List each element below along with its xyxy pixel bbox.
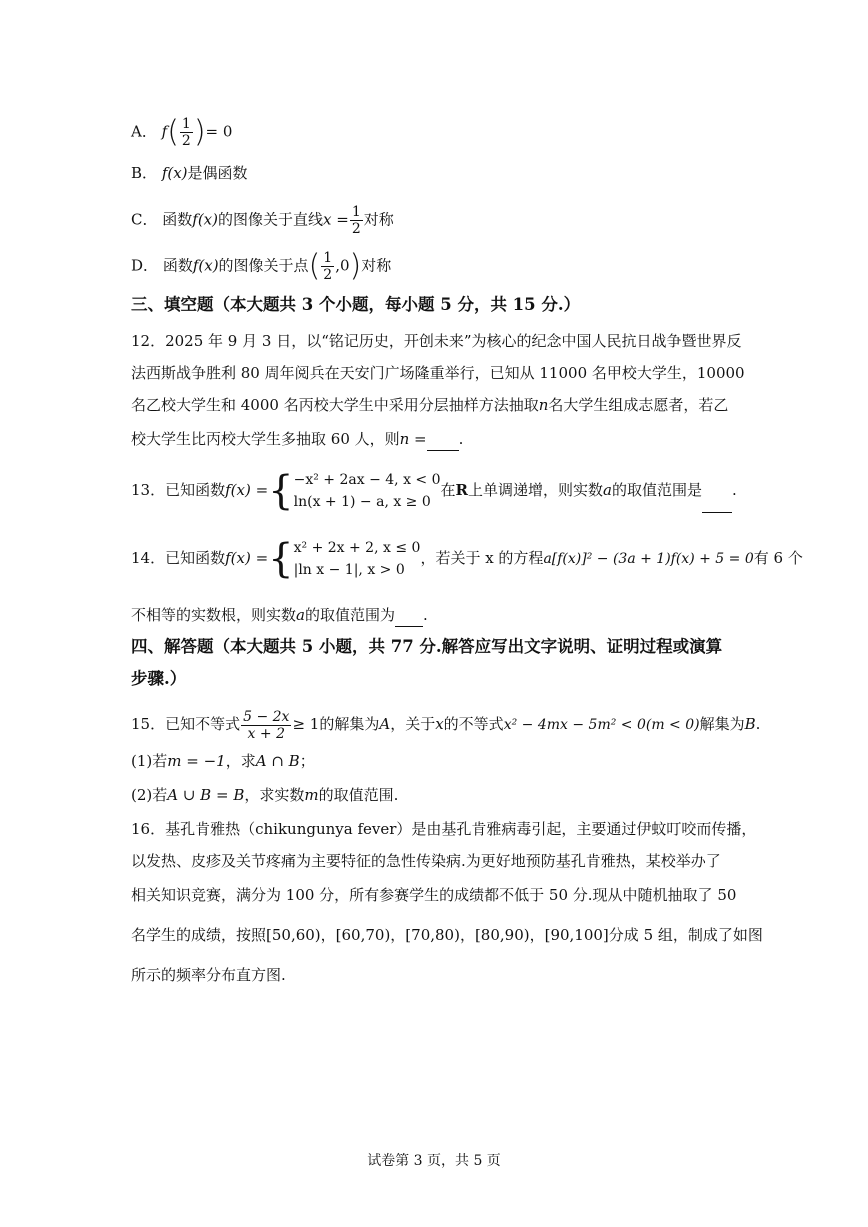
q13-brace: { bbox=[268, 468, 294, 514]
q15-end: . bbox=[755, 715, 761, 733]
q13-tail-2: 上单调递增，则实数 bbox=[467, 481, 603, 499]
q12-end: . bbox=[458, 430, 464, 448]
q14-piecewise bbox=[294, 537, 421, 581]
q15-p2-var: m bbox=[304, 786, 319, 804]
section-4-heading-line-1: 四、解答题（本大题共 5 小题，共 77 分.解答应写出文字说明、证明过程或演算 bbox=[131, 637, 723, 656]
option-a-tail: = 0 bbox=[205, 122, 233, 141]
q14-tail-2: 有 6 个 bbox=[753, 549, 803, 567]
option-c-expr: f(x) bbox=[192, 210, 218, 229]
option-d-label: D． bbox=[131, 256, 159, 275]
option-d-expr: f(x) bbox=[192, 256, 219, 275]
q13 bbox=[131, 468, 737, 513]
q15-mid: 的解集为 bbox=[319, 715, 380, 733]
q14-line-2-tail: 的取值范围为 bbox=[304, 606, 395, 624]
q15-part-2 bbox=[131, 784, 398, 806]
q15-head: 15．已知不等式 bbox=[131, 715, 241, 733]
section-4-heading-line-2: 步骤.） bbox=[131, 669, 187, 688]
q15-p1-head: (1)若 bbox=[131, 752, 168, 770]
q15-fraction bbox=[241, 709, 291, 742]
q15-set-b: B bbox=[744, 715, 756, 733]
q15-p1-eq: m = −1 bbox=[167, 752, 226, 770]
q14-fx: f(x) = bbox=[225, 549, 269, 567]
q15-p2-end: 的取值范围. bbox=[318, 786, 399, 804]
q15-ineq: ≥ 1 bbox=[292, 715, 320, 733]
q15-tail: 解集为 bbox=[699, 715, 745, 733]
q15-part-1 bbox=[131, 750, 315, 772]
q15-p1-expr: A ∩ B bbox=[255, 752, 300, 770]
q14-end: . bbox=[422, 606, 428, 624]
option-a-label: A． bbox=[131, 122, 157, 141]
q13-fx: f(x) = bbox=[225, 481, 269, 499]
option-b-text: 是偶函数 bbox=[187, 164, 248, 182]
option-c-fraction bbox=[350, 204, 363, 237]
q12-line-1: 12．2025 年 9 月 3 日，以“铭记历史，开创未来”为核心的纪念中国人民抗日战争暨世界反 bbox=[131, 332, 742, 350]
q15-p1-mid: ，求 bbox=[225, 752, 256, 770]
option-d-fraction bbox=[321, 250, 334, 283]
q12-line-3 bbox=[131, 394, 728, 416]
option-c-text2: 的图像关于直线 bbox=[218, 210, 324, 229]
q16-line-1: 16．基孔肯雅热（chikungunya fever）是由基孔肯雅病毒引起，主要通过伊蚊叮咬而传播， bbox=[131, 820, 757, 838]
q15-p1-end: ； bbox=[299, 752, 315, 770]
q13-head: 13．已知函数 bbox=[131, 481, 226, 499]
q15-mid-2: ，关于 bbox=[390, 715, 436, 733]
q14-case-1: x² + 2x + 2, x ≤ 0 bbox=[293, 540, 421, 556]
paren-right: ) bbox=[193, 114, 206, 150]
q16-line-5: 所示的频率分布直方图. bbox=[131, 966, 286, 984]
q13-set-r: R bbox=[455, 481, 468, 499]
q12-line-2: 法西斯战争胜利 80 周年阅兵在天安门广场隆重举行，已知从 11000 名甲校大学生，10000 bbox=[131, 364, 745, 382]
q15-p2-eq: A ∪ B = B bbox=[167, 786, 245, 804]
option-b bbox=[131, 162, 248, 184]
q14-var: a bbox=[296, 606, 305, 624]
q15-p2-mid: ，求实数 bbox=[244, 786, 305, 804]
option-a-func: f bbox=[161, 122, 168, 141]
q12-line-4-text: 校大学生比丙校大学生多抽取 60 人，则 bbox=[131, 430, 400, 448]
frac-num: 1 bbox=[323, 250, 333, 266]
frac-den: 2 bbox=[181, 133, 191, 149]
q16-line-4-head: 名学生的成绩，按照 bbox=[131, 926, 267, 944]
option-d-text1: 函数 bbox=[162, 256, 193, 275]
option-c-expr2: x = bbox=[323, 210, 349, 229]
q14 bbox=[131, 536, 803, 581]
q15 bbox=[131, 704, 760, 745]
q14-head: 14．已知函数 bbox=[131, 549, 226, 567]
frac-den: 2 bbox=[323, 267, 333, 283]
q14-line-2-text: 不相等的实数根，则实数 bbox=[131, 606, 297, 624]
option-c-label: C． bbox=[131, 210, 158, 229]
q13-var: a bbox=[603, 481, 612, 499]
q16-line-2: 以发热、皮疹及关节疼痛为主要特征的急性传染病.为更好地预防基孔肯雅热，某校举办了 bbox=[131, 852, 721, 870]
q14-equation: a[f(x)]² − (3a + 1)f(x) + 5 = 0 bbox=[543, 551, 754, 567]
paren-left: ( bbox=[308, 248, 321, 284]
frac-num: 5 − 2x bbox=[243, 708, 290, 725]
q12-line-4 bbox=[131, 428, 463, 451]
option-a bbox=[131, 116, 232, 149]
option-c bbox=[131, 204, 394, 237]
q12-answer-blank[interactable] bbox=[427, 428, 459, 451]
q14-brace: { bbox=[268, 536, 294, 582]
section-3-heading: 三、填空题（本大题共 3 个小题，每小题 5 分，共 15 分.） bbox=[131, 295, 581, 314]
q13-answer-blank[interactable] bbox=[702, 468, 732, 513]
q13-tail-3: 的取值范围是 bbox=[611, 481, 702, 499]
q15-set-a: A bbox=[379, 715, 391, 733]
q15-x: x bbox=[435, 715, 444, 733]
option-b-label: B． bbox=[131, 164, 158, 182]
q13-case-1: −x² + 2ax − 4, x < 0 bbox=[293, 472, 441, 488]
q14-line-2 bbox=[131, 604, 428, 627]
option-c-text1: 函数 bbox=[162, 210, 193, 229]
q12-equation: n = bbox=[399, 430, 427, 448]
q16-intervals: [50,60)，[60,70)，[70,80)，[80,90)，[90,100] bbox=[266, 926, 609, 944]
q16-line-4-tail: 分成 5 组，制成了如图 bbox=[608, 926, 763, 944]
q16-line-3: 相关知识竞赛，满分为 100 分，所有参赛学生的成绩都不低于 50 分.现从中随机抽取了 50 bbox=[131, 886, 737, 904]
frac-den: 2 bbox=[351, 221, 361, 237]
option-d-text3: 对称 bbox=[361, 256, 392, 275]
q16-line-4 bbox=[131, 924, 763, 946]
q13-piecewise bbox=[294, 469, 441, 513]
q15-p2-head: (2)若 bbox=[131, 786, 168, 804]
q15-ineq-2: x² − 4mx − 5m² < 0(m < 0) bbox=[503, 717, 700, 733]
q14-answer-blank[interactable] bbox=[395, 604, 423, 627]
q15-mid-3: 的不等式 bbox=[443, 715, 504, 733]
option-c-text3: 对称 bbox=[363, 210, 394, 229]
option-d-expr2: ,0 bbox=[335, 256, 350, 275]
option-d-text2: 的图像关于点 bbox=[218, 256, 309, 275]
frac-num: 1 bbox=[351, 204, 361, 220]
option-a-fraction bbox=[180, 116, 193, 149]
frac-num: 1 bbox=[181, 116, 191, 132]
q13-case-2: ln(x + 1) − a, x ≥ 0 bbox=[293, 494, 431, 510]
paren-left: ( bbox=[167, 114, 179, 150]
q14-case-2: |ln x − 1|, x > 0 bbox=[293, 562, 405, 578]
paren-right: ) bbox=[349, 248, 362, 284]
page-footer: 试卷第 3 页，共 5 页 bbox=[367, 1153, 501, 1169]
q13-tail-1: 在 bbox=[440, 481, 456, 499]
q12-line-3-tail: 名大学生组成志愿者，若乙 bbox=[548, 396, 729, 414]
q14-tail: ，若关于 x 的方程 bbox=[420, 549, 544, 567]
q13-end: . bbox=[731, 481, 737, 499]
option-b-expr: f(x) bbox=[161, 164, 188, 182]
q12-line-3-text: 名乙校大学生和 4000 名丙校大学生中采用分层抽样方法抽取 bbox=[131, 396, 539, 414]
option-d bbox=[131, 250, 391, 283]
q12-var-n: n bbox=[538, 396, 549, 414]
frac-den: x + 2 bbox=[247, 725, 285, 742]
